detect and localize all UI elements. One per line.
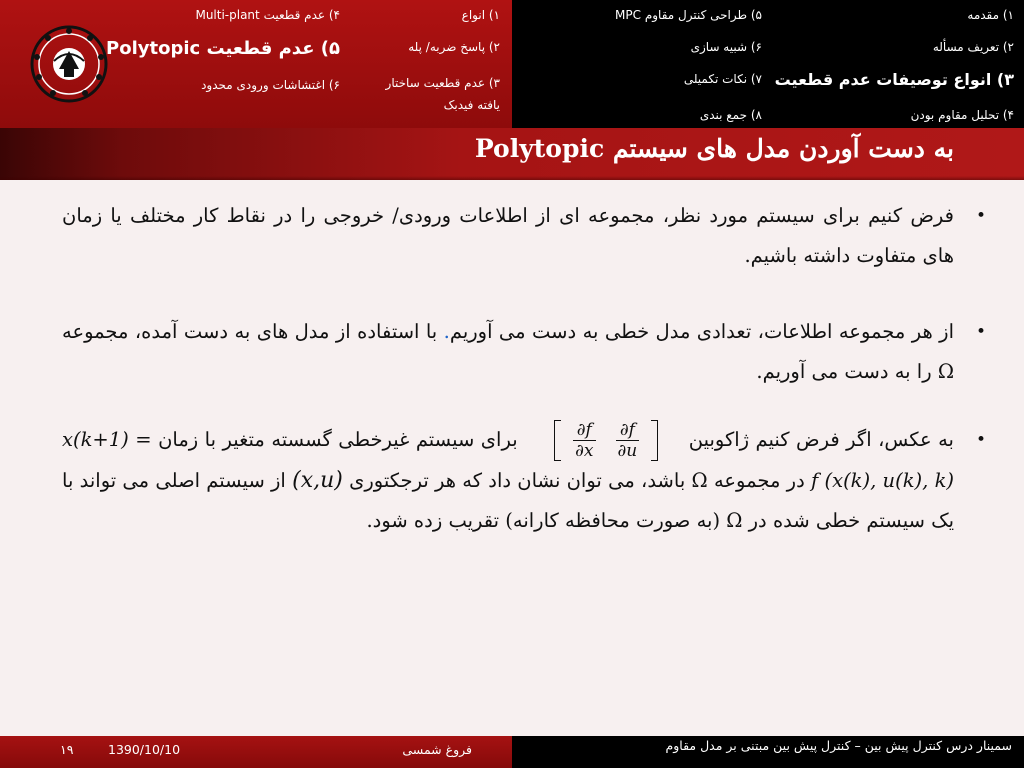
nav-item-problem-definition[interactable]: ۲) تعریف مسأله: [932, 40, 1014, 54]
bullet-dot-icon: •: [975, 206, 986, 226]
bullet-paragraph-1: [62, 196, 992, 276]
partial-f-partial-u: $\frac{\partial f}{\partial u}$: [617, 420, 638, 461]
subnav-bounded-input-disturbances[interactable]: ۶) اغتشاشات ورودی محدود: [201, 78, 340, 92]
subnav-impulse-step-response[interactable]: ۲) پاسخ ضربه/ پله: [408, 40, 500, 54]
bullet-3-text-c: در مجموعه: [713, 469, 805, 492]
slide-title-band: [0, 128, 1024, 180]
omega-symbol: Ω: [937, 360, 954, 383]
header-navigation: [0, 0, 1024, 128]
header-black-panel: [512, 0, 1024, 128]
nav-item-robust-mpc-design[interactable]: ۵) طراحی کنترل مقاوم MPC: [615, 8, 762, 22]
system-equation: x(k+1) = f (x(k), u(k), k): [62, 428, 955, 492]
footer-red-panel: [0, 736, 512, 768]
footer-course-title: سمینار درس کنترل پیش بین – کنترل پیش بین مبتنی بر مدل مقاوم: [665, 738, 1012, 753]
bullet-3-text-f: (به صورت محافظه کارانه) تقریب زده شود.: [366, 509, 721, 532]
nav-item-introduction[interactable]: ۱) مقدمه: [967, 8, 1014, 22]
slide-title: به دست آوردن مدل های سیستم Polytopic: [474, 134, 954, 163]
nav-item-robustness-analysis[interactable]: ۴) تحلیل مقاوم بودن: [910, 108, 1014, 122]
footer-author: فروغ شمسی: [402, 742, 472, 757]
footer-black-panel: [512, 736, 1024, 768]
subnav-polytopic[interactable]: ۵) عدم قطعیت Polytopic: [106, 38, 340, 59]
bullet-2-text-b: با استفاده از مدل های به دست آمده، مجموعه: [62, 320, 444, 343]
footer-date: 1390/10/10: [108, 742, 181, 757]
header-red-panel: [0, 0, 512, 128]
bullet-3-text-b: برای سیستم غیرخطی گسسته متغیر با زمان: [158, 428, 518, 451]
footer: [0, 736, 1024, 768]
bullet-3-text-d: باشد، می توان نشان داد که هر ترجکتوری: [349, 469, 686, 492]
bullet-dot-icon: •: [975, 322, 986, 342]
subnav-multi-plant[interactable]: ۴) عدم قطعیت Multi-plant: [195, 8, 340, 22]
subnav-structured-feedback-uncertainty[interactable]: ۳) عدم قطعیت ساختار یافته فیدبک: [385, 76, 500, 112]
nav-item-simulation[interactable]: ۶) شبیه سازی: [690, 40, 762, 54]
bullet-dot-icon: •: [975, 430, 986, 450]
nav-item-supplementary-notes[interactable]: ۷) نکات تکمیلی: [683, 72, 762, 86]
partial-f-partial-x: $\frac{\partial f}{\partial x}$: [575, 420, 594, 461]
university-seal-icon: [30, 25, 108, 103]
bullet-paragraph-3: [62, 420, 992, 541]
bullet-1-text: فرض کنیم برای سیستم مورد نظر، مجموعه ای از اطلاعات ورودی/ خروجی را در نقاط کار مختلف یا زمان های متفاوت داشته باشیم.: [62, 204, 954, 267]
jacobian-matrix: [554, 420, 658, 461]
slide-content: [62, 196, 992, 541]
nav-item-uncertainty-types[interactable]: ۳) انواع توصیفات عدم قطعیت: [774, 70, 1014, 89]
footer-page-number: ۱۹: [60, 742, 74, 757]
bullet-3-text-a: به عکس، اگر فرض کنیم ژاکوبین: [688, 428, 954, 451]
bullet-2-blue-dot: .: [443, 320, 450, 343]
omega-symbol: Ω: [691, 469, 708, 492]
omega-symbol: Ω: [726, 509, 743, 532]
bullet-2-text-c: را به دست می آوریم.: [756, 360, 938, 383]
subnav-types[interactable]: ۱) انواع: [461, 8, 500, 22]
nav-item-conclusion[interactable]: ۸) جمع بندی: [699, 108, 762, 122]
trajectory-xu: (x,u): [292, 468, 343, 493]
bullet-2-text-a: از هر مجموعه اطلاعات، تعدادی مدل خطی به دست می آوریم: [449, 320, 954, 343]
bullet-3-text-e: از سیستم اصلی می تواند با یک سیستم خطی شده در: [62, 469, 954, 532]
bullet-paragraph-2: [62, 312, 992, 392]
